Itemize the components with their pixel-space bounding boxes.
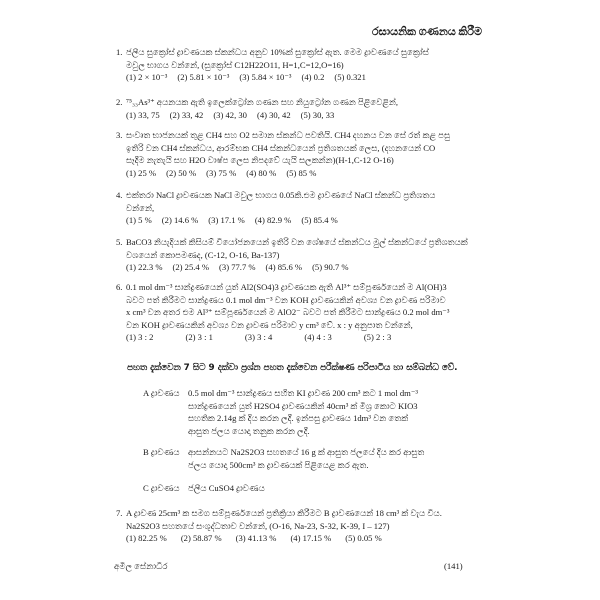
option-3: (3) 75 % xyxy=(206,167,237,178)
option-2: (2) 50 % xyxy=(166,167,197,178)
solution-line: ආසන්නයට Na2S2O3 සහතයේ 16 g ක් ආසුත ජලයේ දිය කර ආසුත xyxy=(188,447,425,457)
question-6 xyxy=(116,281,481,344)
question-3 xyxy=(116,129,481,179)
question-text: ජලීය සුක්‍රෝස් ද්‍රාවණයක ස්කන්ධය අනුව 10%ක් සුක්‍රෝස් ඇත. මෙම ද්‍රාවණයේ සුක්‍රෝස් xyxy=(126,47,429,57)
question-number: 5. xyxy=(116,237,123,247)
question-text: වන KOH ද්‍රාවණයකින් අවශ්‍ය වන ද්‍රාවණ පරිමාව y cm³ වේ. x : y අනුපාත වන්නේ, xyxy=(126,319,413,330)
option-5: (5) 2 : 3 xyxy=(363,332,392,343)
question-text: x cm³ වන අතර එම Al³⁺ සම්පූර්ණයෙන් ම AlO2⁻ බවට පත් කිරීමට සාන්ද්‍රණය 0.2 mol dm⁻³ xyxy=(126,307,450,318)
option-5: (5) 0.05 % xyxy=(345,533,382,544)
option-4: (4) 4 : 3 xyxy=(304,332,332,343)
solution-b xyxy=(143,446,483,472)
question-text: A ද්‍රාවණ 25cm³ ක සමග සම්පූර්ණයෙන් ප්‍රතික්‍රියා කිරීමට B ද්‍රාවණයෙන් 18 cm³ ක් වැය විය. xyxy=(126,508,442,518)
solution-text xyxy=(188,387,480,437)
question-text: බවට පත් කිරීමට සාන්ද්‍රණය 0.1 mol dm⁻³ වන KOH ද්‍රාවණයකින් අවශ්‍ය වන ද්‍රාවණ පරිමාව xyxy=(126,294,446,305)
options-row xyxy=(126,532,481,545)
solution-text xyxy=(188,446,480,471)
option-1: (1) 82.25 % xyxy=(126,533,167,544)
option-5: (5) 85 % xyxy=(286,167,317,178)
option-3: (3) 77.7 % xyxy=(219,262,256,273)
question-number: 4. xyxy=(116,190,123,200)
options-row xyxy=(126,214,481,227)
option-5: (5) 0.321 xyxy=(334,72,366,83)
solution-line: 0.5 mol dm⁻³ සාන්ද්‍රණය සහිත KI ද්‍රාවණ 200 cm³ කට 1 mol dm⁻³ xyxy=(188,388,418,398)
options-row xyxy=(126,71,481,84)
options-row xyxy=(126,331,481,344)
option-3: (3) 17.1 % xyxy=(208,215,245,226)
option-4: (4) 82.9 % xyxy=(254,215,292,226)
option-3: (3) 42, 30 xyxy=(213,109,247,120)
question-number: 2. xyxy=(116,97,123,107)
option-1: (1) 22.3 % xyxy=(126,262,163,273)
options-row xyxy=(126,261,481,274)
solution-line: සාන්ද්‍රණයෙන් යුත් H2SO4 ද්‍රාවණයකින් 40cm³ ක් මිශ්‍ර කොට KIO3 xyxy=(188,400,418,411)
question-number: 6. xyxy=(116,282,123,292)
page-header-title: රසායනික ගණනය කිරීම xyxy=(372,26,482,38)
question-text: Na2S2O3 සහතයේ සංශුද්ධතාව වන්නේ, (O-16, Na-23, S-32, K-39, I – 127) xyxy=(126,520,390,531)
question-text: 0.1 mol dm⁻³ සාන්ද්‍රණයෙන් යුත් Al2(SO4)3 ද්‍රාවණයක ඇති Al³⁺ සම්පූර්ණයෙන් ම Al(OH)3 xyxy=(126,282,447,292)
option-4: (4) 80 % xyxy=(246,167,277,178)
option-3: (3) 3 : 4 xyxy=(244,332,273,343)
question-number: 3. xyxy=(116,130,123,140)
question-4 xyxy=(116,189,481,227)
option-4: (4) 0.2 xyxy=(301,72,325,83)
question-7 xyxy=(116,507,481,545)
question-text: වන්නේ, xyxy=(126,202,155,213)
solution-line: ජලය යොදා 500cm³ ක ද්‍රාවණයක් පිළියෙළ කර ඇත. xyxy=(188,459,369,470)
page-number: (141) xyxy=(444,561,463,571)
option-2: (2) 5.81 × 10⁻³ xyxy=(177,72,230,83)
option-2: (2) 14.6 % xyxy=(161,215,199,226)
solution-label: B ද්‍රාවණය xyxy=(143,447,180,457)
question-text: සෑදීම නැතැයි සහ H2O වාෂ්ප ලෙස නිපදවේ යැයි සලකන්න)(H-1,C-12 O-16) xyxy=(126,155,394,166)
option-1: (1) 33, 75 xyxy=(126,109,160,120)
option-2: (2) 3 : 1 xyxy=(185,332,213,343)
option-4: (4) 30, 42 xyxy=(256,109,291,120)
footer-author: අමිල සේනාධීර xyxy=(114,561,168,571)
option-2: (2) 58.87 % xyxy=(180,533,222,544)
question-2 xyxy=(116,96,481,121)
question-text: ⁷⁵₃₃As³⁺ අයනයක ඇති ඉලෙක්ට්‍රෝන ගණන සහ නියුට්‍රෝන ගණන පිළිවෙළින්, xyxy=(126,97,399,107)
solution-c xyxy=(143,482,483,495)
question-text: BaCO3 නියැදියක් කිසියම් වියෝජනයෙන් ඉතිරි වන ශේෂයේ ස්කන්ධය මුල් ස්කන්ධයේ ප්‍රතිශතයක් xyxy=(126,237,468,247)
question-text: සංවෘත භාජනයක් තුළ CH4 සහ O2 සමාන ස්කන්ධ පවතියි. CH4 දහනය වන සේ රත් කළ පසු xyxy=(126,130,451,140)
option-2: (2) 25.4 % xyxy=(172,262,210,273)
question-text: ඉතිරි වන CH4 ස්කන්ධය, ආරම්භක CH4 ස්කන්ධයෙන් ප්‍රතිශතයක් ලෙස, (දහනයෙන් CO xyxy=(126,142,436,153)
option-3: (3) 5.84 × 10⁻³ xyxy=(239,72,292,83)
option-1: (1) 5 % xyxy=(126,215,152,226)
option-1: (1) 3 : 2 xyxy=(126,332,154,343)
solution-line: ජලීය CuSO4 ද්‍රාවණය xyxy=(188,483,265,493)
question-text: වශයෙන් කොපමණද, (C-12, O-16, Ba-137) xyxy=(126,249,280,260)
question-number: 7. xyxy=(116,508,123,518)
option-5: (5) 30, 33 xyxy=(300,109,335,120)
solution-label: C ද්‍රාවණය xyxy=(143,483,180,493)
option-1: (1) 25 % xyxy=(126,167,157,178)
option-1: (1) 2 × 10⁻³ xyxy=(126,72,168,83)
options-row xyxy=(126,167,481,180)
question-text: මවුල භාගය වන්නේ, (සුක්‍රෝස් C12H22O11, H=1,C=12,O=16) xyxy=(126,59,344,70)
option-4: (4) 17.15 % xyxy=(290,533,332,544)
solution-line: සහතික 2.14g ක් දිය කරන ලදී. ඉන්පසු ද්‍රාවණය 1dm³ වන තෙක් xyxy=(188,413,409,424)
question-number: 1. xyxy=(116,47,123,57)
question-text: එක්තරා NaCl ද්‍රාවණයක NaCl මවුල භාගය 0.05කි.එම ද්‍රාවණයේ NaCl ස්කන්ධ ප්‍රතිශතය xyxy=(126,190,436,200)
options-row xyxy=(126,109,481,122)
section-heading: පහත දැක්වෙන 7 සිට 9 දක්වා ප්‍රශ්න පහත දැක්වෙන පරීක්ෂණ පරිපාටිය හා සම්බන්ධ වේ. xyxy=(127,363,458,373)
option-4: (4) 85.6 % xyxy=(265,262,303,273)
option-5: (5) 90.7 % xyxy=(312,262,349,273)
option-2: (2) 33, 42 xyxy=(169,109,204,120)
solution-a xyxy=(143,387,483,439)
question-5 xyxy=(116,236,481,274)
solution-text xyxy=(188,482,480,495)
option-5: (5) 85.4 % xyxy=(301,215,338,226)
solution-line: ආසුත ජලය යොදා තනුක කරන ලදී. xyxy=(188,425,310,436)
question-1 xyxy=(116,46,481,84)
solution-label: A ද්‍රාවණය xyxy=(143,388,180,398)
option-3: (3) 41.13 % xyxy=(235,533,277,544)
